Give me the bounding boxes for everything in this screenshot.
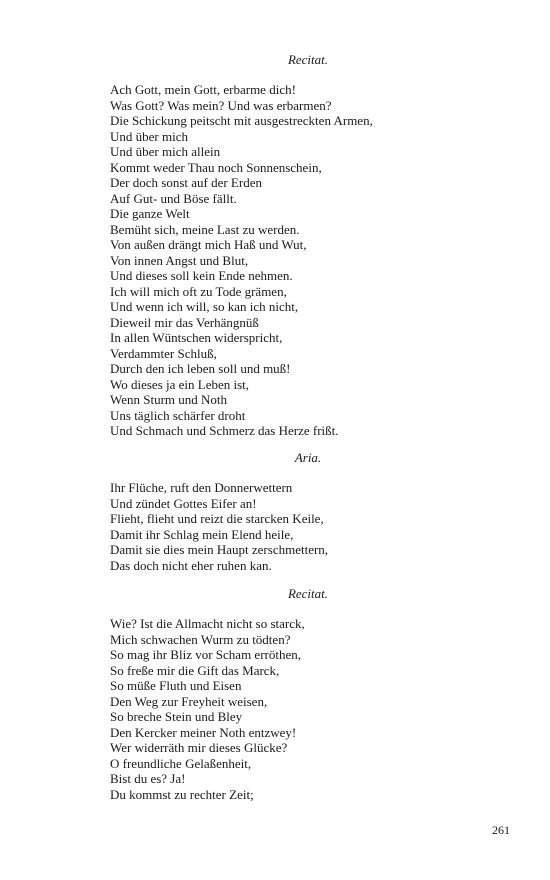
section-heading-recitat-2: Recitat.: [287, 586, 329, 601]
verse-line: Von innen Angst und Blut,: [110, 252, 249, 268]
verse-line: Wie? Ist die Allmacht nicht so starck,: [110, 616, 305, 631]
verse-line: Den Weg zur Freyheit weisen,: [110, 693, 268, 709]
verse-line: Verdammter Schluß,: [110, 345, 217, 361]
verse-line: Und zündet Gottes Eifer an!: [110, 495, 257, 511]
verse-line: Ich will mich oft zu Tode grämen,: [110, 283, 287, 299]
verse-line: Kommt weder Thau noch Sonnenschein,: [110, 159, 322, 175]
stanza-aria: [110, 480, 510, 573]
verse-line: Dieweil mir das Verhängnüß: [110, 314, 259, 330]
verse-line: Ihr Flüche, ruft den Donnerwettern: [110, 480, 293, 495]
verse-line: Die Schickung peitscht mit ausgestreckten Armen,: [110, 113, 373, 128]
verse-line: Und über mich allein: [110, 144, 221, 159]
verse-line: Und wenn ich will, so kan ich nicht,: [110, 299, 299, 314]
verse-line: Auf Gut- und Böse fällt.: [110, 190, 237, 206]
verse-line: Flieht, flieht und reizt die starcken Keile,: [110, 511, 324, 526]
section-heading-recitat-1: Recitat.: [287, 52, 329, 67]
verse-line: In allen Wüntschen widerspricht,: [110, 330, 283, 345]
verse-line: Damit ihr Schlag mein Elend heile,: [110, 526, 294, 542]
verse-line: Und über mich: [110, 128, 188, 144]
verse-line: So freße mir die Gift das Marck,: [110, 662, 280, 678]
verse-line: Uns täglich schärfer droht: [110, 407, 246, 423]
verse-line: So breche Stein und Bley: [110, 709, 243, 724]
verse-line: Wo dieses ja ein Leben ist,: [110, 376, 250, 392]
verse-line: Bemüht sich, meine Last zu werden.: [110, 221, 300, 237]
stanza-recitat-1: [110, 82, 510, 439]
section-heading-aria: Aria.: [294, 450, 322, 465]
verse-line: Wenn Sturm und Noth: [110, 392, 228, 407]
verse-line: Wer widerräth mir dieses Glücke?: [110, 740, 288, 755]
verse-line: Von außen drängt mich Haß und Wut,: [110, 237, 307, 252]
verse-line: So mag ihr Bliz vor Scham erröthen,: [110, 647, 301, 662]
verse-line: So müße Fluth und Eisen: [110, 678, 242, 693]
verse-line: Du kommst zu rechter Zeit;: [110, 786, 254, 802]
verse-line: Das doch nicht eher ruhen kan.: [110, 557, 272, 573]
page-number: 261: [492, 823, 510, 837]
verse-line: Der doch sonst auf der Erden: [110, 175, 262, 190]
verse-line: Durch den ich leben soll und muß!: [110, 361, 291, 376]
verse-line: Was Gott? Was mein? Und was erbarmen?: [110, 97, 332, 113]
verse-line: Die ganze Welt: [110, 206, 190, 221]
verse-line: Den Kercker meiner Noth entzwey!: [110, 724, 297, 740]
verse-line: Damit sie dies mein Haupt zerschmettern,: [110, 542, 329, 557]
stanza-recitat-2: [110, 616, 510, 802]
verse-line: Und Schmach und Schmerz das Herze frißt.: [110, 423, 339, 438]
verse-line: O freundliche Gelaßenheit,: [110, 755, 252, 771]
verse-line: Ach Gott, mein Gott, erbarme dich!: [110, 82, 296, 97]
verse-line: Und dieses soll kein Ende nehmen.: [110, 268, 293, 283]
verse-line: Bist du es? Ja!: [110, 771, 186, 786]
verse-line: Mich schwachen Wurm zu tödten?: [110, 631, 291, 647]
